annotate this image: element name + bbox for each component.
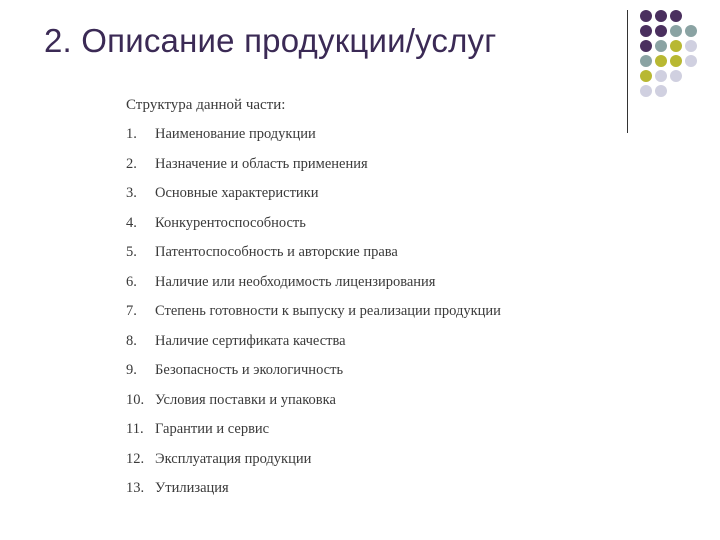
item-number: 12. [126, 450, 145, 467]
item-text: Наименование продукции [155, 126, 316, 142]
item-number: 5. [126, 244, 137, 260]
decorative-dot [655, 40, 667, 52]
list-item [126, 421, 596, 451]
item-number: 1. [126, 126, 137, 142]
item-text: Гарантии и сервис [155, 421, 270, 437]
list-item [126, 215, 596, 245]
item-text: Наличие сертификата качества [155, 332, 346, 349]
list-item [126, 185, 596, 215]
item-text: Эксплуатация продукции [155, 450, 312, 467]
content-block [126, 97, 596, 510]
decorative-dot [685, 10, 697, 22]
decorative-dot [685, 40, 697, 52]
list-item [126, 362, 596, 392]
decorative-dot [655, 25, 667, 37]
item-number: 6. [126, 273, 137, 290]
decorative-dot [670, 25, 682, 37]
list-item [126, 244, 596, 274]
item-text: Назначение и область применения [155, 155, 368, 172]
decorative-dot [685, 70, 697, 82]
decorative-dot [655, 70, 667, 82]
title-divider-line [627, 10, 628, 133]
structure-heading: Структура данной части: [126, 97, 286, 113]
list-item [126, 480, 596, 510]
decorative-dot [640, 40, 652, 52]
list-item [126, 451, 596, 481]
decorative-dot [685, 85, 697, 97]
decorative-dot [640, 85, 652, 97]
item-number: 8. [126, 332, 137, 349]
decorative-dot [655, 55, 667, 67]
item-number: 7. [126, 303, 137, 319]
list-item [126, 274, 596, 304]
decorative-dot [640, 10, 652, 22]
item-text: Безопасность и экологичность [155, 362, 344, 378]
list-item [126, 392, 596, 422]
item-number: 10. [126, 391, 145, 408]
decorative-dot [670, 70, 682, 82]
item-text: Условия поставки и упаковка [155, 391, 336, 408]
item-text: Степень готовности к выпуску и реализации продукции [155, 303, 501, 319]
item-number: 2. [126, 155, 137, 172]
decorative-dot [670, 40, 682, 52]
decorative-dot [640, 25, 652, 37]
item-number: 4. [126, 214, 137, 231]
item-number: 3. [126, 185, 137, 201]
decorative-dot [670, 55, 682, 67]
item-text: Основные характеристики [155, 185, 319, 201]
item-number: 13. [126, 480, 145, 496]
decorative-dot [685, 55, 697, 67]
list-item [126, 156, 596, 186]
decorative-dot [670, 10, 682, 22]
list-item [126, 303, 596, 333]
slide-title: 2. Описание продукции/услуг [44, 22, 497, 59]
item-number: 9. [126, 362, 137, 378]
decorative-dot-grid [640, 10, 697, 97]
item-text: Конкурентоспособность [155, 214, 306, 231]
item-text: Утилизация [155, 480, 229, 496]
list-item [126, 333, 596, 363]
decorative-dot [640, 70, 652, 82]
decorative-dot [670, 85, 682, 97]
structure-list [126, 126, 596, 510]
item-text: Наличие или необходимость лицензирования [155, 273, 436, 290]
decorative-dot [640, 55, 652, 67]
item-number: 11. [126, 421, 144, 437]
item-text: Патентоспособность и авторские права [155, 244, 398, 260]
decorative-dot [655, 85, 667, 97]
list-item [126, 126, 596, 156]
decorative-dot [685, 25, 697, 37]
decorative-dot [655, 10, 667, 22]
